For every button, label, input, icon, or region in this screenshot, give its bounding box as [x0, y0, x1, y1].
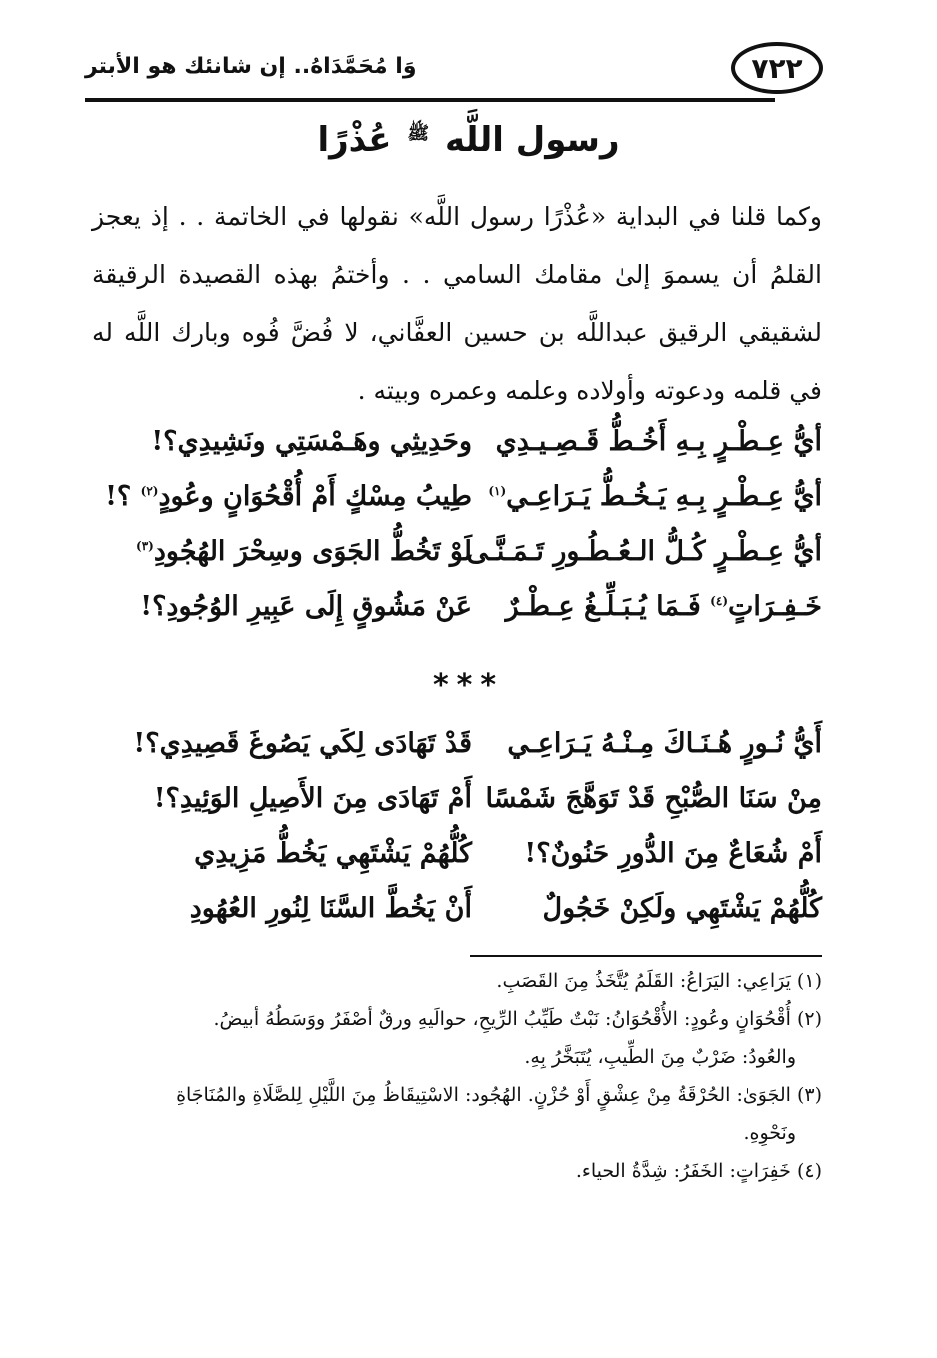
footnote-2: (٢) أُقْحُوَانٍ وعُودٍ: الأُقْحُوَانُ: نَبْتٌ طَيِّبُ الرِّيحِ، حوالَيهِ ورقٌ أصْفَرُ ووَسَطُهُ أبيضُ. — [213, 1008, 822, 1030]
verse-line — [92, 473, 822, 528]
verse-line — [92, 528, 822, 583]
poem-stanza-2 — [92, 720, 822, 940]
verse-hemistich-left: أَنْ يَخُطَّ السَّنَا لِنُورِ العُهُودِ — [189, 893, 472, 924]
verse-hemistich-left: طِيبُ مِسْكٍ أَمْ أُقْحُوَانٍ وعُودٍ$^{(٢)}$ ؟! — [105, 481, 472, 512]
section-title — [0, 120, 937, 160]
footnotes — [92, 962, 822, 1190]
poem-stanza-1 — [92, 418, 822, 638]
verse-line — [92, 830, 822, 885]
footnote-ref: (٣) — [136, 539, 154, 553]
page-header — [85, 38, 823, 104]
verse-line — [92, 720, 822, 775]
verse-hemistich-right: كُلُّهُمْ يَشْتَهِي ولَكِنْ خَجُولٌ — [542, 893, 822, 924]
footnote-ref: (١) — [488, 484, 507, 498]
footnote-3-continuation: ونَحْوِهِ. — [743, 1122, 796, 1144]
header-rule — [85, 98, 775, 102]
footnote-ref: (٢) — [140, 484, 159, 498]
stanza-separator: *** — [432, 668, 505, 703]
verse-hemistich-left: قَدْ تَهَادَى لِكَي يَصُوغَ قَصِيدِي؟! — [133, 728, 472, 759]
running-title: وَا مُحَمَّدَاهُ.. إن شانئك هو الأبتر — [85, 54, 417, 79]
footnote-rule — [470, 955, 822, 957]
footnote-2-continuation: والعُودُ: ضَرْبٌ مِنَ الطِّيبِ، يُتَبَخَّرُ بِهِ. — [524, 1046, 796, 1068]
verse-hemistich-right: خَـفِـرَاتٍ$^{(٤)}$ فَـمَا يُـبَـلِّـغُ عِـطْـرٌ — [505, 591, 822, 622]
verse-hemistich-right: أيُّ عِـطْـرٍ بِـهِ أَخُـطُّ قَـصِـيـدِي — [495, 426, 822, 457]
footnote-1: (١) يَرَاعِي: اليَرَاعُ: القَلَمُ يُتَّخَذُ مِنَ القَصَبِ. — [496, 970, 822, 992]
verse-hemistich-right: أيُّ عِـطْـرٍ كُـلُّ الـعُـطُـورِ تَـمَـنَّـى — [466, 536, 822, 567]
verse-hemistich-left: لَوْ تَخُطُّ الجَوَى وسِحْرَ الهُجُودِ$^{(٣)}$ — [136, 536, 472, 567]
verse-hemistich-left: أَمْ تَهَادَى مِنَ الأَصِيلِ الوَئِيدِ؟! — [153, 783, 472, 814]
footnote-4: (٤) خَفِرَاتٍ: الخَفَرُ: شِدَّةُ الحياء. — [575, 1160, 822, 1182]
verse-hemistich-right: أَيُّ نُـورٍ هُـنَـاكَ مِـنْـهُ يَـرَاعِـي — [507, 728, 822, 759]
verse-hemistich-left: عَنْ مَشُوقٍ إِلَى عَبِيرِ الوُجُودِ؟! — [140, 591, 472, 622]
footnote-ref: (٤) — [710, 594, 728, 608]
verse-line — [92, 418, 822, 473]
verse-line — [92, 775, 822, 830]
body-paragraph: وكما قلنا في البداية «عُذْرًا رسول اللَّه» نقولها في الخاتمة . . إذ يعجز القلمُ أن يسموَ إلىٰ مقامك السامي . . وأختمُ بهذه القصيدة الرقيقة لشقيقي الرقيق عبداللَّه بن حسين العفَّاني، لا فُضَّ فُوه وبارك اللَّه له في قلمه ودعوته وأولاده وعلمه وعمره وبيته . — [92, 202, 822, 405]
section-title-part2: عُذْرًا — [317, 120, 392, 160]
verse-hemistich-left: كُلُّهُمْ يَشْتَهِي يَخُطُّ مَزِيدِي — [194, 838, 472, 869]
section-title-part1: رسول اللَّه — [444, 120, 620, 160]
verse-hemistich-right: مِنْ سَنَا الصُّبْحِ قَدْ تَوَهَّجَ شَمْسًا — [485, 783, 822, 814]
verse-line — [92, 583, 822, 638]
page-number: ٧٢٢ — [731, 42, 823, 94]
footnote-3: (٣) الجَوَىٰ: الحُرْقَةُ مِنْ عِشْقٍ أَوْ حُزْنٍ. الهُجُود: الاسْتِيقَاظُ مِنَ اللَّيْلِ لِلصَّلَاةِ والمُنَاجَاةِ — [176, 1084, 822, 1106]
verse-hemistich-right: أيُّ عِـطْـرٍ بِـهِ يَـخُـطُّ يَـرَاعِـي$^{(١)}$ — [488, 481, 822, 512]
verse-line — [92, 885, 822, 940]
verse-hemistich-left: وحَدِيثِي وهَـمْسَتِي ونَشِيدِي؟! — [151, 426, 472, 457]
honorific-symbol: ﷺ — [407, 122, 430, 144]
verse-hemistich-right: أَمْ شُعَاعٌ مِنَ الدُّورِ حَنُونٌ؟! — [524, 838, 822, 869]
